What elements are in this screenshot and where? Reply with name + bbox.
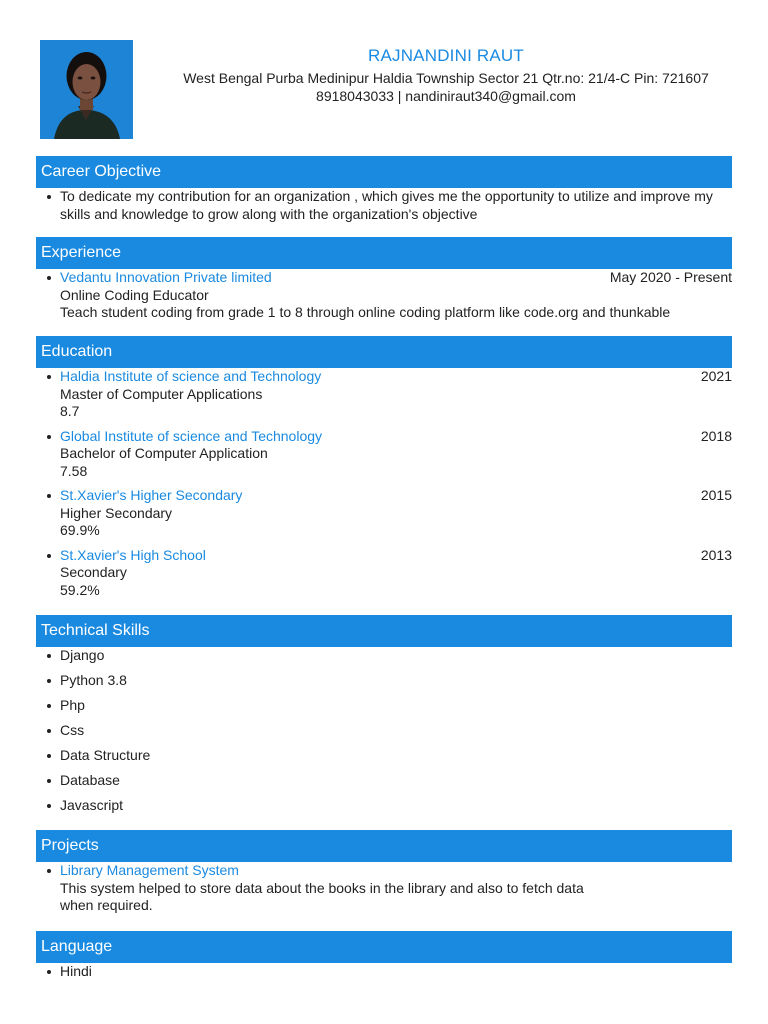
education-list (36, 368, 732, 599)
section-language (36, 931, 732, 981)
education-year: 2021 (700, 368, 732, 384)
experience-list (36, 269, 732, 322)
section-title: Technical Skills (36, 615, 732, 647)
education-year: 2018 (700, 427, 732, 444)
section-title: Career Objective (36, 156, 732, 188)
degree: Higher Secondary (60, 504, 173, 521)
employer-name: Vedantu Innovation Private limited (60, 269, 272, 285)
address: West Bengal Purba Medinipur Haldia Township Sector 21 Qtr.no: 21/4-C Pin: 721607 (183, 70, 709, 86)
language-item: Hindi (36, 963, 732, 981)
job-role: Online Coding Educator (60, 286, 209, 303)
job-description: Teach student coding from grade 1 to 8 through online coding platform like code.org and thunkable (60, 304, 671, 320)
project-name: Library Management System (60, 862, 239, 878)
skill-item: Javascript (36, 797, 732, 814)
education-year: 2013 (700, 546, 732, 563)
career-objective-text: To dedicate my contribution for an organization , which gives me the opportunity to utilize and improve my skills and knowledge to grow along with the organization's objective (36, 188, 732, 223)
section-title: Projects (36, 830, 732, 862)
score: 8.7 (60, 403, 80, 419)
project-description: when required. (60, 897, 153, 913)
candidate-name: RAJNANDINI RAUT (367, 46, 524, 65)
school-name: Global Institute of science and Technology (60, 427, 323, 444)
degree: Secondary (60, 564, 127, 580)
skill-item: Php (36, 697, 732, 714)
section-title: Language (36, 931, 732, 963)
skill-item: Data Structure (36, 747, 732, 764)
section-projects (36, 830, 732, 915)
score: 69.9% (60, 522, 100, 538)
employment-date: May 2020 - Present (609, 269, 732, 285)
school-name: St.Xavier's High School (60, 546, 206, 563)
list-item (36, 862, 732, 915)
contact-info: 8918043033 | nandiniraut340@gmail.com (316, 88, 576, 104)
school-name: Haldia Institute of science and Technology (60, 368, 322, 384)
profile-photo (40, 40, 133, 139)
score: 7.58 (60, 462, 88, 479)
project-description: This system helped to store data about the books in the library and also to fetch data (60, 879, 584, 896)
section-experience (36, 237, 732, 322)
skill-item: Django (36, 647, 732, 664)
list-item (36, 428, 732, 481)
education-year: 2015 (700, 487, 732, 503)
section-education (36, 336, 732, 606)
language-list (36, 963, 732, 981)
projects-list (36, 862, 732, 915)
degree: Bachelor of Computer Application (60, 445, 268, 461)
section-title: Education (36, 336, 732, 368)
degree: Master of Computer Applications (60, 385, 263, 402)
list-item (36, 368, 732, 421)
section-technical-skills (36, 615, 732, 822)
list-item (36, 487, 732, 540)
skills-list (36, 647, 732, 814)
list-item (36, 269, 732, 322)
skill-item: Database (36, 772, 732, 789)
resume-header (150, 46, 742, 105)
section-career-objective (36, 156, 732, 223)
school-name: St.Xavier's Higher Secondary (60, 487, 243, 503)
list-item (36, 547, 732, 600)
section-title: Experience (36, 237, 732, 269)
skill-item: Css (36, 722, 732, 739)
skill-item: Python 3.8 (36, 672, 732, 689)
score: 59.2% (60, 581, 100, 598)
career-list (36, 188, 732, 223)
